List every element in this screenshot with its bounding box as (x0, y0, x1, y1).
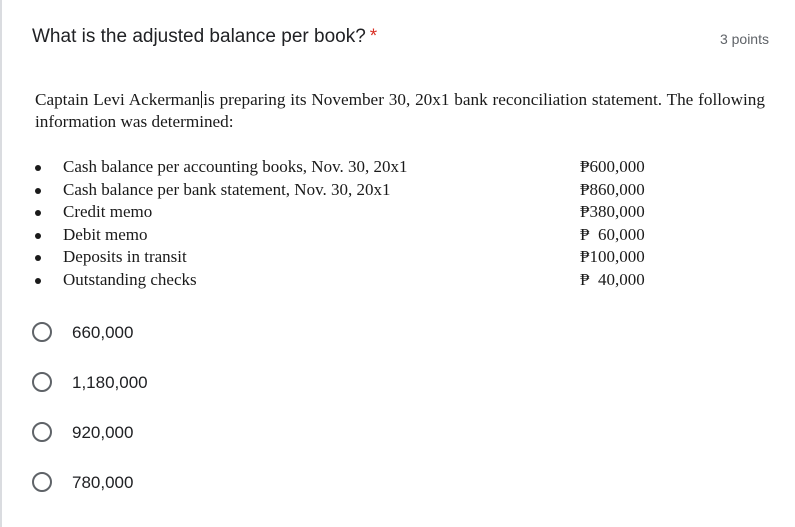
item-label: Outstanding checks (63, 269, 197, 289)
item-amount: ₱100,000 (580, 247, 645, 267)
radio-button[interactable] (32, 372, 52, 392)
radio-button[interactable] (32, 472, 52, 492)
required-marker: * (369, 26, 378, 47)
option-780000[interactable] (32, 460, 432, 510)
list-item (24, 179, 776, 202)
list-item (24, 269, 776, 292)
item-label: Cash balance per bank statement, Nov. 30, 20x1 (63, 179, 391, 199)
question-title-text: What is the adjusted balance per book? (32, 26, 366, 47)
item-label: Debit memo (63, 224, 148, 244)
question-title (32, 26, 377, 48)
option-label[interactable]: 780,000 (72, 473, 134, 492)
list-item (24, 156, 776, 179)
option-label[interactable]: 1,180,000 (72, 373, 148, 392)
option-1180000[interactable] (32, 360, 432, 410)
item-amount: ₱380,000 (580, 202, 645, 222)
bullet-icon (35, 165, 41, 171)
problem-intro-start: Captain Levi Ackerman (35, 90, 201, 109)
item-label: Deposits in transit (63, 247, 187, 267)
item-amount: ₱600,000 (580, 157, 645, 176)
problem-intro-rest: is preparing its November 30, 20x1 bank reconciliation statement. The following information was determined: (35, 90, 765, 131)
item-amount: ₱860,000 (580, 179, 645, 199)
bullet-icon (35, 278, 41, 284)
radio-button[interactable] (32, 322, 52, 342)
option-660000[interactable] (32, 310, 432, 360)
info-list (24, 156, 776, 292)
item-label: Credit memo (63, 202, 153, 222)
list-item (24, 201, 776, 224)
bullet-icon (35, 255, 41, 261)
radio-button[interactable] (32, 422, 52, 442)
item-label: Cash balance per accounting books, Nov. 30, 20x1 (63, 157, 408, 176)
item-amount: ₱ 60,000 (580, 224, 645, 244)
answer-options (32, 310, 432, 510)
problem-intro (35, 89, 765, 133)
points-label: 3 points (719, 31, 769, 47)
card-left-border (0, 0, 2, 527)
problem-image (24, 82, 776, 300)
bullet-icon (35, 210, 41, 216)
bullet-icon (35, 233, 41, 239)
option-label[interactable]: 660,000 (72, 323, 134, 342)
item-amount: ₱ 40,000 (580, 269, 645, 289)
list-item (24, 246, 776, 269)
list-item (24, 224, 776, 247)
bullet-icon (35, 188, 41, 194)
option-label[interactable]: 920,000 (72, 423, 134, 442)
option-920000[interactable] (32, 410, 432, 460)
